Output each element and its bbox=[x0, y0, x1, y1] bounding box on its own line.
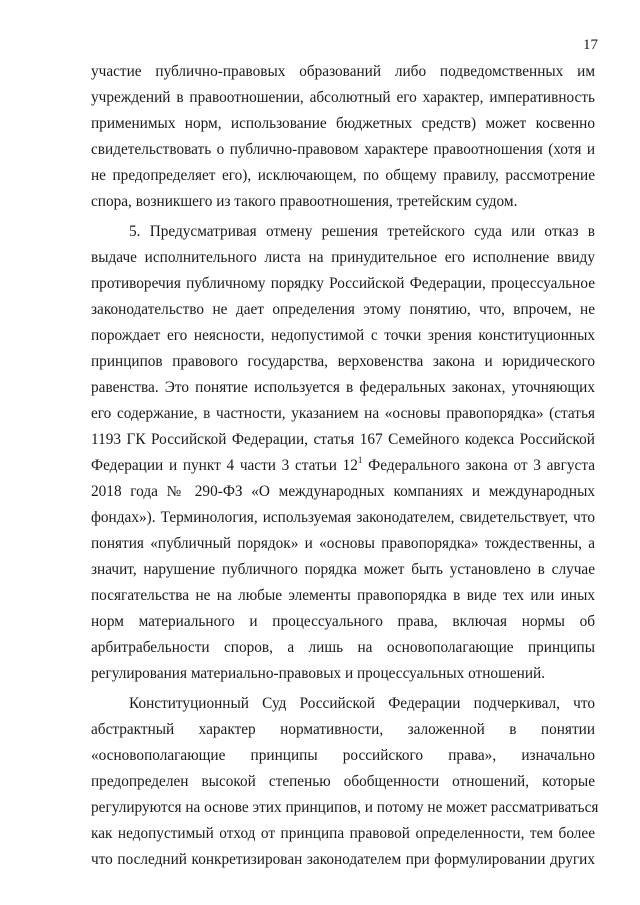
text-fragment: Федерации и пункт 4 части 3 статьи 12 bbox=[91, 457, 358, 474]
text-line: что последний конкретизирован законодателем при формулировании других bbox=[91, 851, 595, 868]
text-line: его содержание, в частности, указанием на «основы правопорядка» (статья bbox=[91, 405, 595, 422]
text-line: предопределен высокой степенью обобщенности отношений, которые bbox=[91, 773, 595, 790]
superscript: 1 bbox=[357, 454, 363, 465]
text-line: выдаче исполнительного листа на принудительное его исполнение ввиду bbox=[91, 249, 595, 266]
text-line: порождает его неясности, недопустимой с точки зрения конституционных bbox=[91, 327, 595, 344]
text-line-with-superscript bbox=[91, 455, 595, 476]
text-line: значит, нарушение публичного порядка может быть установлено в случае bbox=[91, 561, 595, 578]
text-line: 2018 года № 290-ФЗ «О международных компаниях и международных bbox=[91, 483, 595, 500]
text-line: участие публично-правовых образований либо подведомственных им bbox=[91, 63, 595, 80]
text-line: арбитрабельности споров, а лишь на основополагающие принципы bbox=[91, 639, 595, 656]
text-fragment: Федерального закона от 3 августа bbox=[362, 457, 596, 474]
text-line: регулируются на основе этих принципов, и потому не может рассматриваться bbox=[91, 799, 599, 816]
text-line: посягательства не на любые элементы правопорядка в виде тех или иных bbox=[91, 587, 595, 604]
text-line: фондах»). Терминология, используемая законодателем, свидетельствует, что bbox=[91, 509, 595, 526]
page-number: 17 bbox=[583, 37, 598, 53]
text-line: «основополагающие принципы российского права», изначально bbox=[91, 747, 595, 764]
text-line: применимых норм, использование бюджетных средств) может косвенно bbox=[91, 115, 595, 132]
text-line: норм материального и процессуального права, включая нормы об bbox=[91, 613, 595, 630]
text-line: абстрактный характер нормативности, заложенной в понятии bbox=[91, 721, 595, 738]
text-line: законодательство не дает определения этому понятию, что, впрочем, не bbox=[91, 301, 595, 318]
text-line: свидетельствовать о публично-правовом характере правоотношения (хотя и bbox=[91, 141, 595, 158]
text-line: учреждений в правоотношении, абсолютный его характер, императивность bbox=[91, 89, 595, 106]
text-line: принципов правового государства, верховенства закона и юридического bbox=[91, 353, 595, 370]
text-line: равенства. Это понятие используется в федеральных законах, уточняющих bbox=[91, 379, 595, 396]
text-line: как недопустимый отход от принципа правовой определенности, тем более bbox=[91, 825, 595, 842]
text-line: Конституционный Суд Российской Федерации подчеркивал, что bbox=[129, 695, 595, 712]
text-line: понятия «публичный порядок» и «основы правопорядка» тождественны, а bbox=[91, 535, 595, 552]
text-line: не предопределяет его), исключающем, по общему правилу, рассмотрение bbox=[91, 167, 595, 184]
text-line: противоречия публичному порядку Российской Федерации, процессуальное bbox=[91, 275, 595, 292]
text-line: 5. Предусматривая отмену решения третейского суда или отказ в bbox=[129, 223, 595, 240]
text-line: 1193 ГК Российской Федерации, статья 167 Семейного кодекса Российской bbox=[91, 431, 595, 448]
text-line: спора, возникшего из такого правоотношения, третейским судом. bbox=[91, 193, 518, 210]
text-line: регулирования материально-правовых и процессуальных отношений. bbox=[91, 665, 546, 682]
